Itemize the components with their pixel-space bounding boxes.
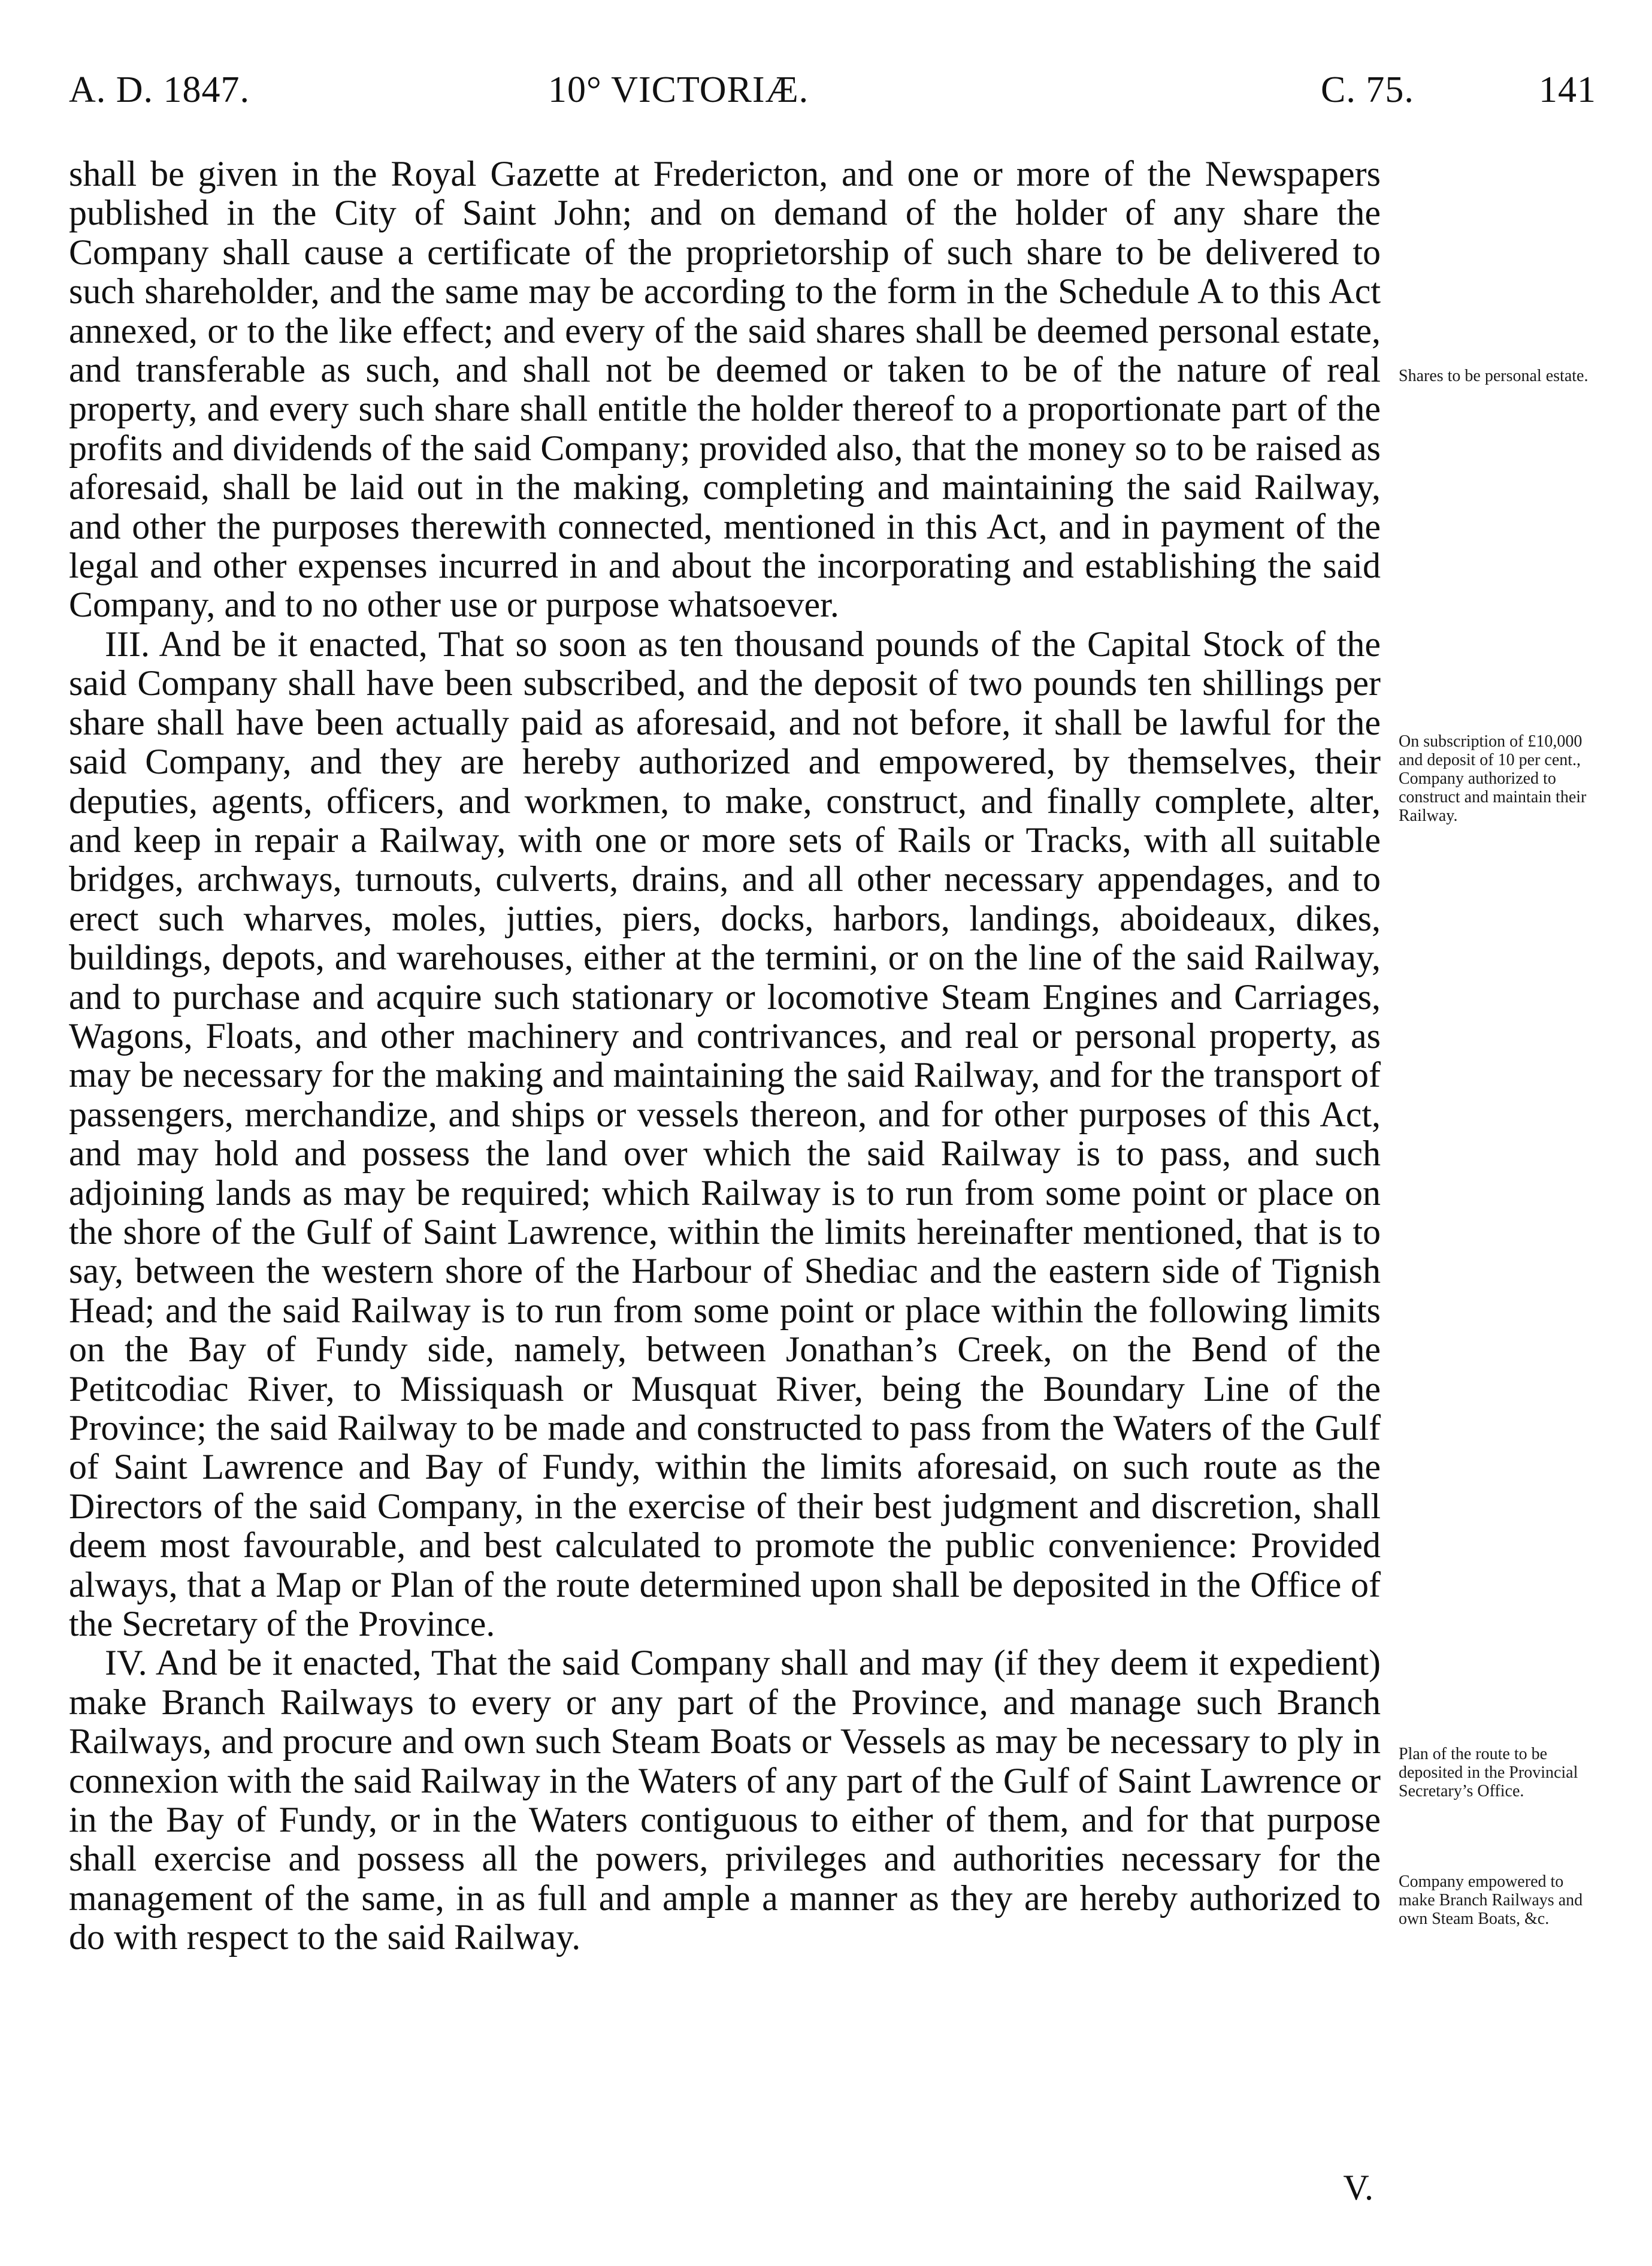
header-page-number: 141 bbox=[1539, 70, 1596, 110]
page-header bbox=[69, 69, 1596, 117]
header-regnal-year: 10° VICTORIÆ. bbox=[548, 70, 809, 110]
section-iii-paragraph: III. And be it enacted, That so soon as ten thousand pounds of the Capital Stock of the said Company shall have been subscribed, and the deposit of two pounds ten shillings per share shall have been actually paid as aforesaid, and not before, it shall be lawful for the said Company, and they are hereby authorized and empowered, by themselves, their deputies, agents, officers, and workmen, to make, construct, and finally complete, alter, and keep in repair a Railway, with one or more sets of Rails or Tracks, with all suitable bridges, archways, turnouts, culverts, drains, and all other necessary appendages, and to erect such wharves, moles, jutties, piers, docks, harbors, landings, aboideaux, dikes, buildings, depots, and warehouses, either at the termini, or on the line of the said Railway, and to purchase and acquire such stationary or locomotive Steam Engines and Carriages, Wagons, Floats, and other machinery and contrivances, and real or personal property, as may be necessary for the making and maintaining the said Railway, and for the transport of passengers, merchandize, and ships or vessels thereon, and for other purposes of this Act, and may hold and possess the land over which the said Railway is to pass, and such adjoining lands as may be required; which Railway is to run from some point or place on the shore of the Gulf of Saint Lawrence, within the limits hereinafter mentioned, that is to say, between the western shore of the Harbour of Shediac and the eastern side of Tignish Head; and the said Railway is to run from some point or place within the following limits on the Bay of Fundy side, namely, between Jonathan’s Creek, on the Bend of the Petitcodiac River, to Missiquash or Musquat River, being the Boundary Line of the Province; the said Railway to be made and constructed to pass from the Waters of the Gulf of Saint Lawrence and Bay of Fundy, within the limits aforesaid, on such route as the Directors of the said Company, in the exercise of their best judgment and discretion, shall deem most favourable, and best calculated to promote the public convenience: Provided always, that a Map or Plan of the route determined upon shall be deposited in the Office of the Secretary of the Province. bbox=[69, 624, 1381, 1644]
margin-note-shares: Shares to be personal estate. bbox=[1399, 367, 1589, 385]
margin-note-plan-of-route: Plan of the route to be deposited in the Provincial Secretary’s Office. bbox=[1399, 1745, 1578, 1800]
margin-note-subscription: On subscription of £10,000 and deposit of 10 per cent., Company authorized to construct and maintain their Railway. bbox=[1399, 732, 1587, 825]
margin-note-branch-railways: Company empowered to make Branch Railways and own Steam Boats, &c. bbox=[1399, 1872, 1583, 1928]
header-year: A. D. 1847. bbox=[69, 70, 250, 110]
body-text bbox=[69, 155, 1381, 1957]
catchword: V. bbox=[1343, 2168, 1373, 2207]
paragraph-continuation: shall be given in the Royal Gazette at Fredericton, and one or more of the Newspapers published in the City of Saint John; and on demand of the holder of any share the Company shall cause a certificate of the proprietorship of such share to be delivered to such shareholder, and the same may be according to the form in the Schedule A to this Act annexed, or to the like effect; and every of the said shares shall be deemed personal estate, and transferable as such, and shall not be deemed or taken to be of the nature of real property, and every such share shall entitle the holder thereof to a proportionate part of the profits and dividends of the said Company; provided also, that the money so to be raised as aforesaid, shall be laid out in the making, completing and maintaining the said Railway, and other the purposes therewith connected, mentioned in this Act, and in payment of the legal and other expenses incurred in and about the incorporating and establishing the said Company, and to no other use or purpose whatsoever. bbox=[69, 154, 1381, 625]
header-chapter: C. 75. bbox=[1321, 70, 1414, 110]
section-iv-paragraph: IV. And be it enacted, That the said Company shall and may (if they deem it expedient) make Branch Railways to every or any part of the Province, and manage such Branch Railways, and procure and own such Steam Boats or Vessels as may be necessary to ply in connexion with the said Railway in the Waters of any part of the Gulf of Saint Lawrence or in the Bay of Fundy, or in the Waters contiguous to either of them, and for that purpose shall exercise and possess all the powers, privileges and authorities necessary for the management of the same, in as full and ample a manner as they are hereby authorized to do with respect to the said Railway. bbox=[69, 1643, 1381, 1957]
